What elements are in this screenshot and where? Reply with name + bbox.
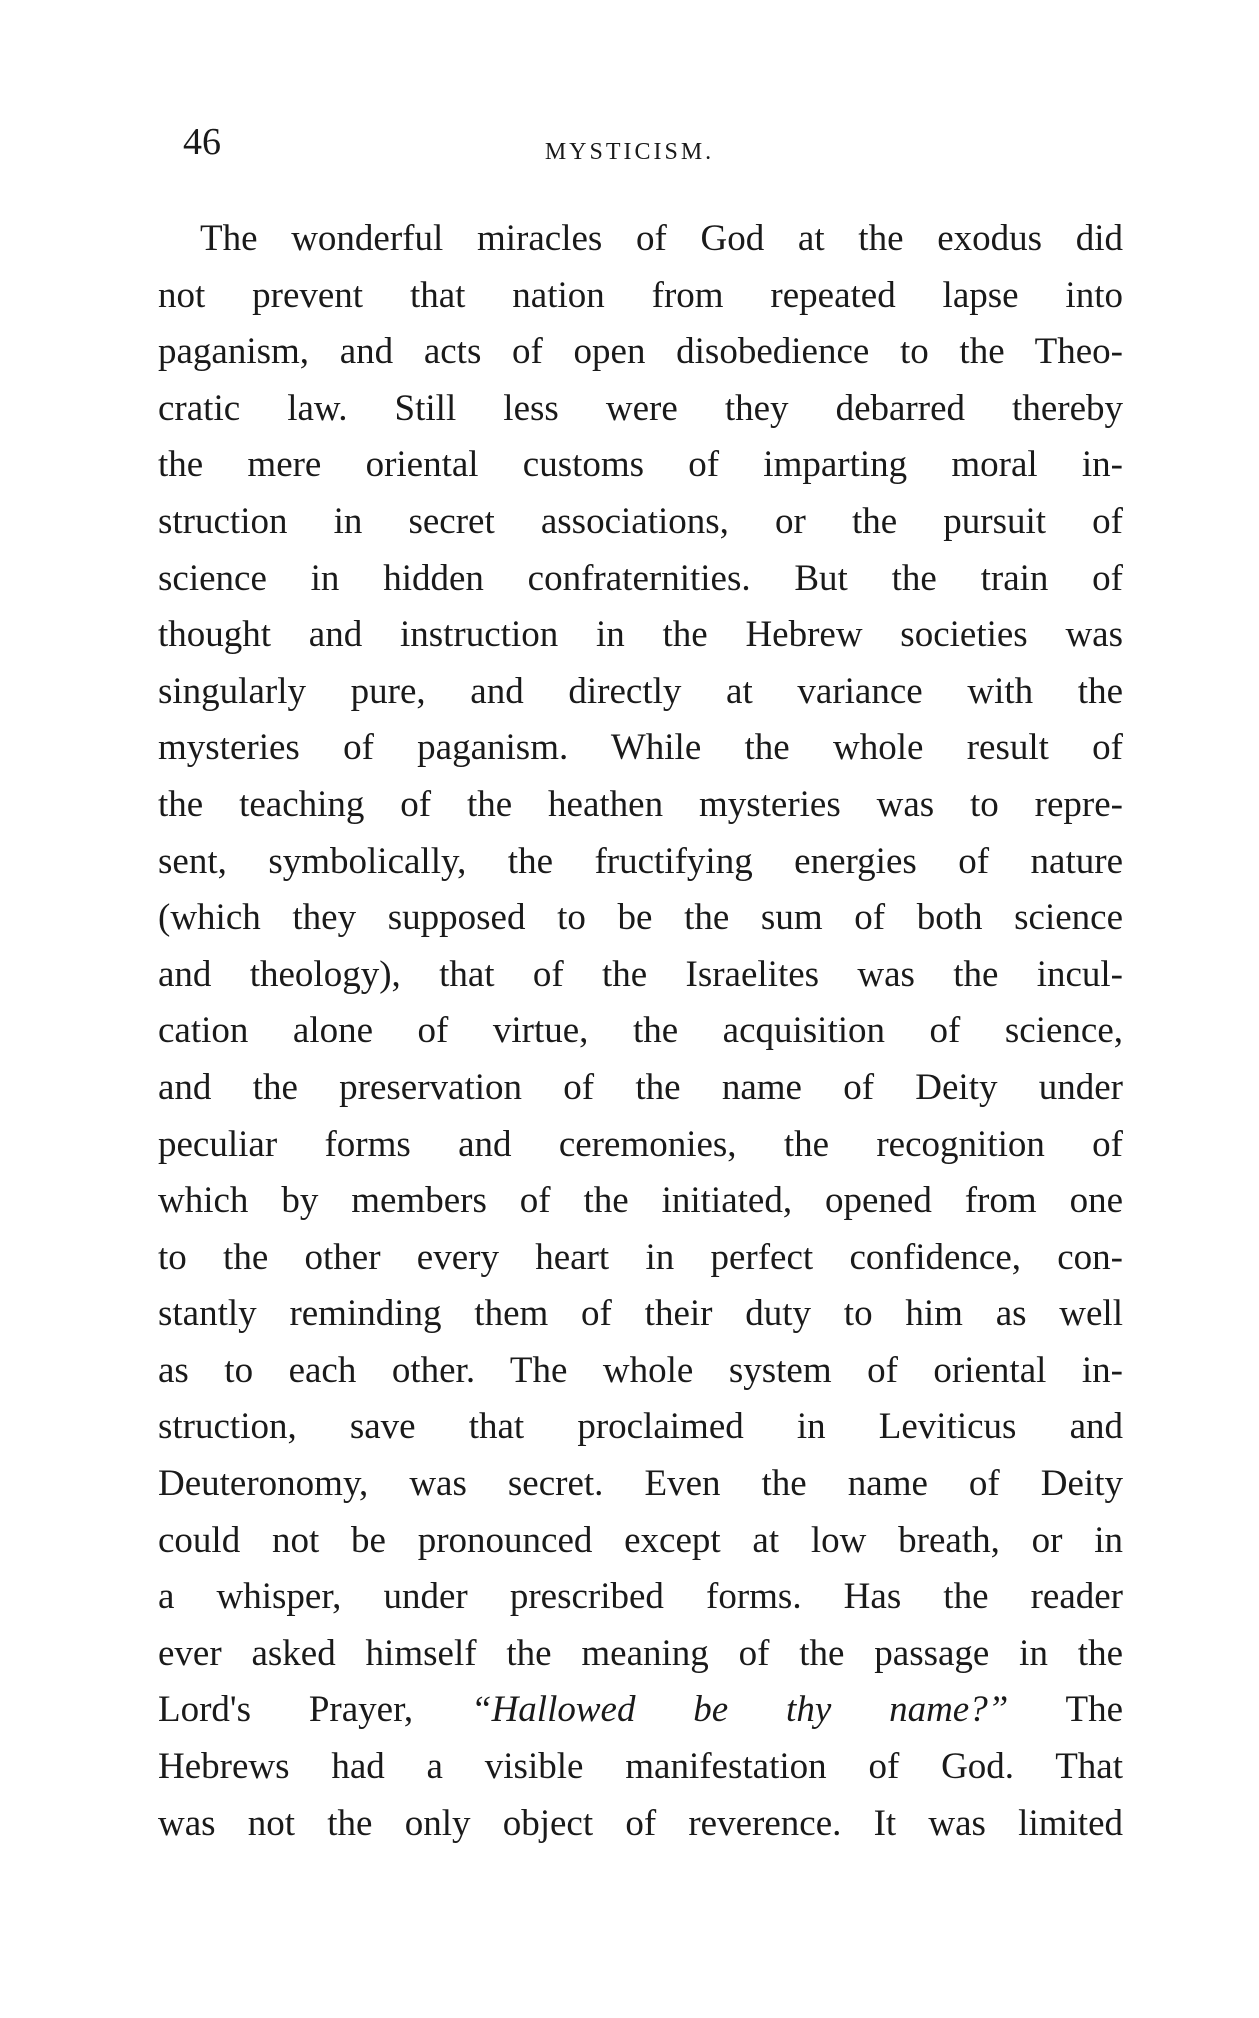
text-segment: Lord's Prayer, [158,1689,471,1731]
text-line: as to each other. The whole system of oriental in- [158,1349,1123,1391]
text-line: (which they supposed to be the sum of both science [158,897,1123,939]
text-line: which by members of the initiated, opened from one [158,1180,1123,1222]
text-line: could not be pronounced except at low breath, or in [158,1519,1123,1561]
text-line: was not the only object of reverence. It was limited [158,1802,1123,1844]
text-line: and theology), that of the Israelites was the incul- [158,953,1123,995]
running-head: MYSTICISM. [544,139,715,165]
text-line: cation alone of virtue, the acquisition of science, [158,1010,1123,1052]
text-line [158,1682,1123,1739]
text-line: sent, symbolically, the fructifying energies of nature [158,840,1123,882]
text-line: singularly pure, and directly at variance with the [158,670,1123,712]
text-line: stantly reminding them of their duty to him as well [158,1293,1123,1335]
text-line: Hebrews had a visible manifestation of God. That [158,1746,1123,1788]
text-line: mysteries of paganism. While the whole result of [158,727,1123,769]
text-line: the mere oriental customs of imparting moral in- [158,444,1123,486]
text-line: paganism, and acts of open disobedience to the Theo- [158,331,1123,373]
text-line: The wonderful miracles of God at the exodus did [200,218,1123,259]
text-line: Deuteronomy, was secret. Even the name of Deity [158,1463,1123,1505]
page-number: 46 [183,121,221,163]
text-line: ever asked himself the meaning of the passage in the [158,1632,1123,1674]
italic-quotation: “Hallowed be thy name?” [471,1689,1009,1731]
text-segment: The [1008,1689,1124,1731]
text-line: and the preservation of the name of Deity under [158,1066,1123,1108]
text-line: struction in secret associations, or the pursuit of [158,500,1123,542]
text-line: science in hidden confraternities. But the train of [158,557,1123,599]
text-line: thought and instruction in the Hebrew societies was [158,614,1123,656]
text-line: a whisper, under prescribed forms. Has the reader [158,1576,1123,1618]
text-line: cratic law. Still less were they debarred thereby [158,387,1123,429]
text-line: struction, save that proclaimed in Leviticus and [158,1406,1123,1448]
text-line: not prevent that nation from repeated lapse into [158,274,1123,316]
text-line: to the other every heart in perfect confidence, con- [158,1236,1123,1278]
text-line: the teaching of the heathen mysteries was to repre- [158,783,1123,825]
body-text [158,211,1123,1852]
text-line: peculiar forms and ceremonies, the recognition of [158,1123,1123,1165]
